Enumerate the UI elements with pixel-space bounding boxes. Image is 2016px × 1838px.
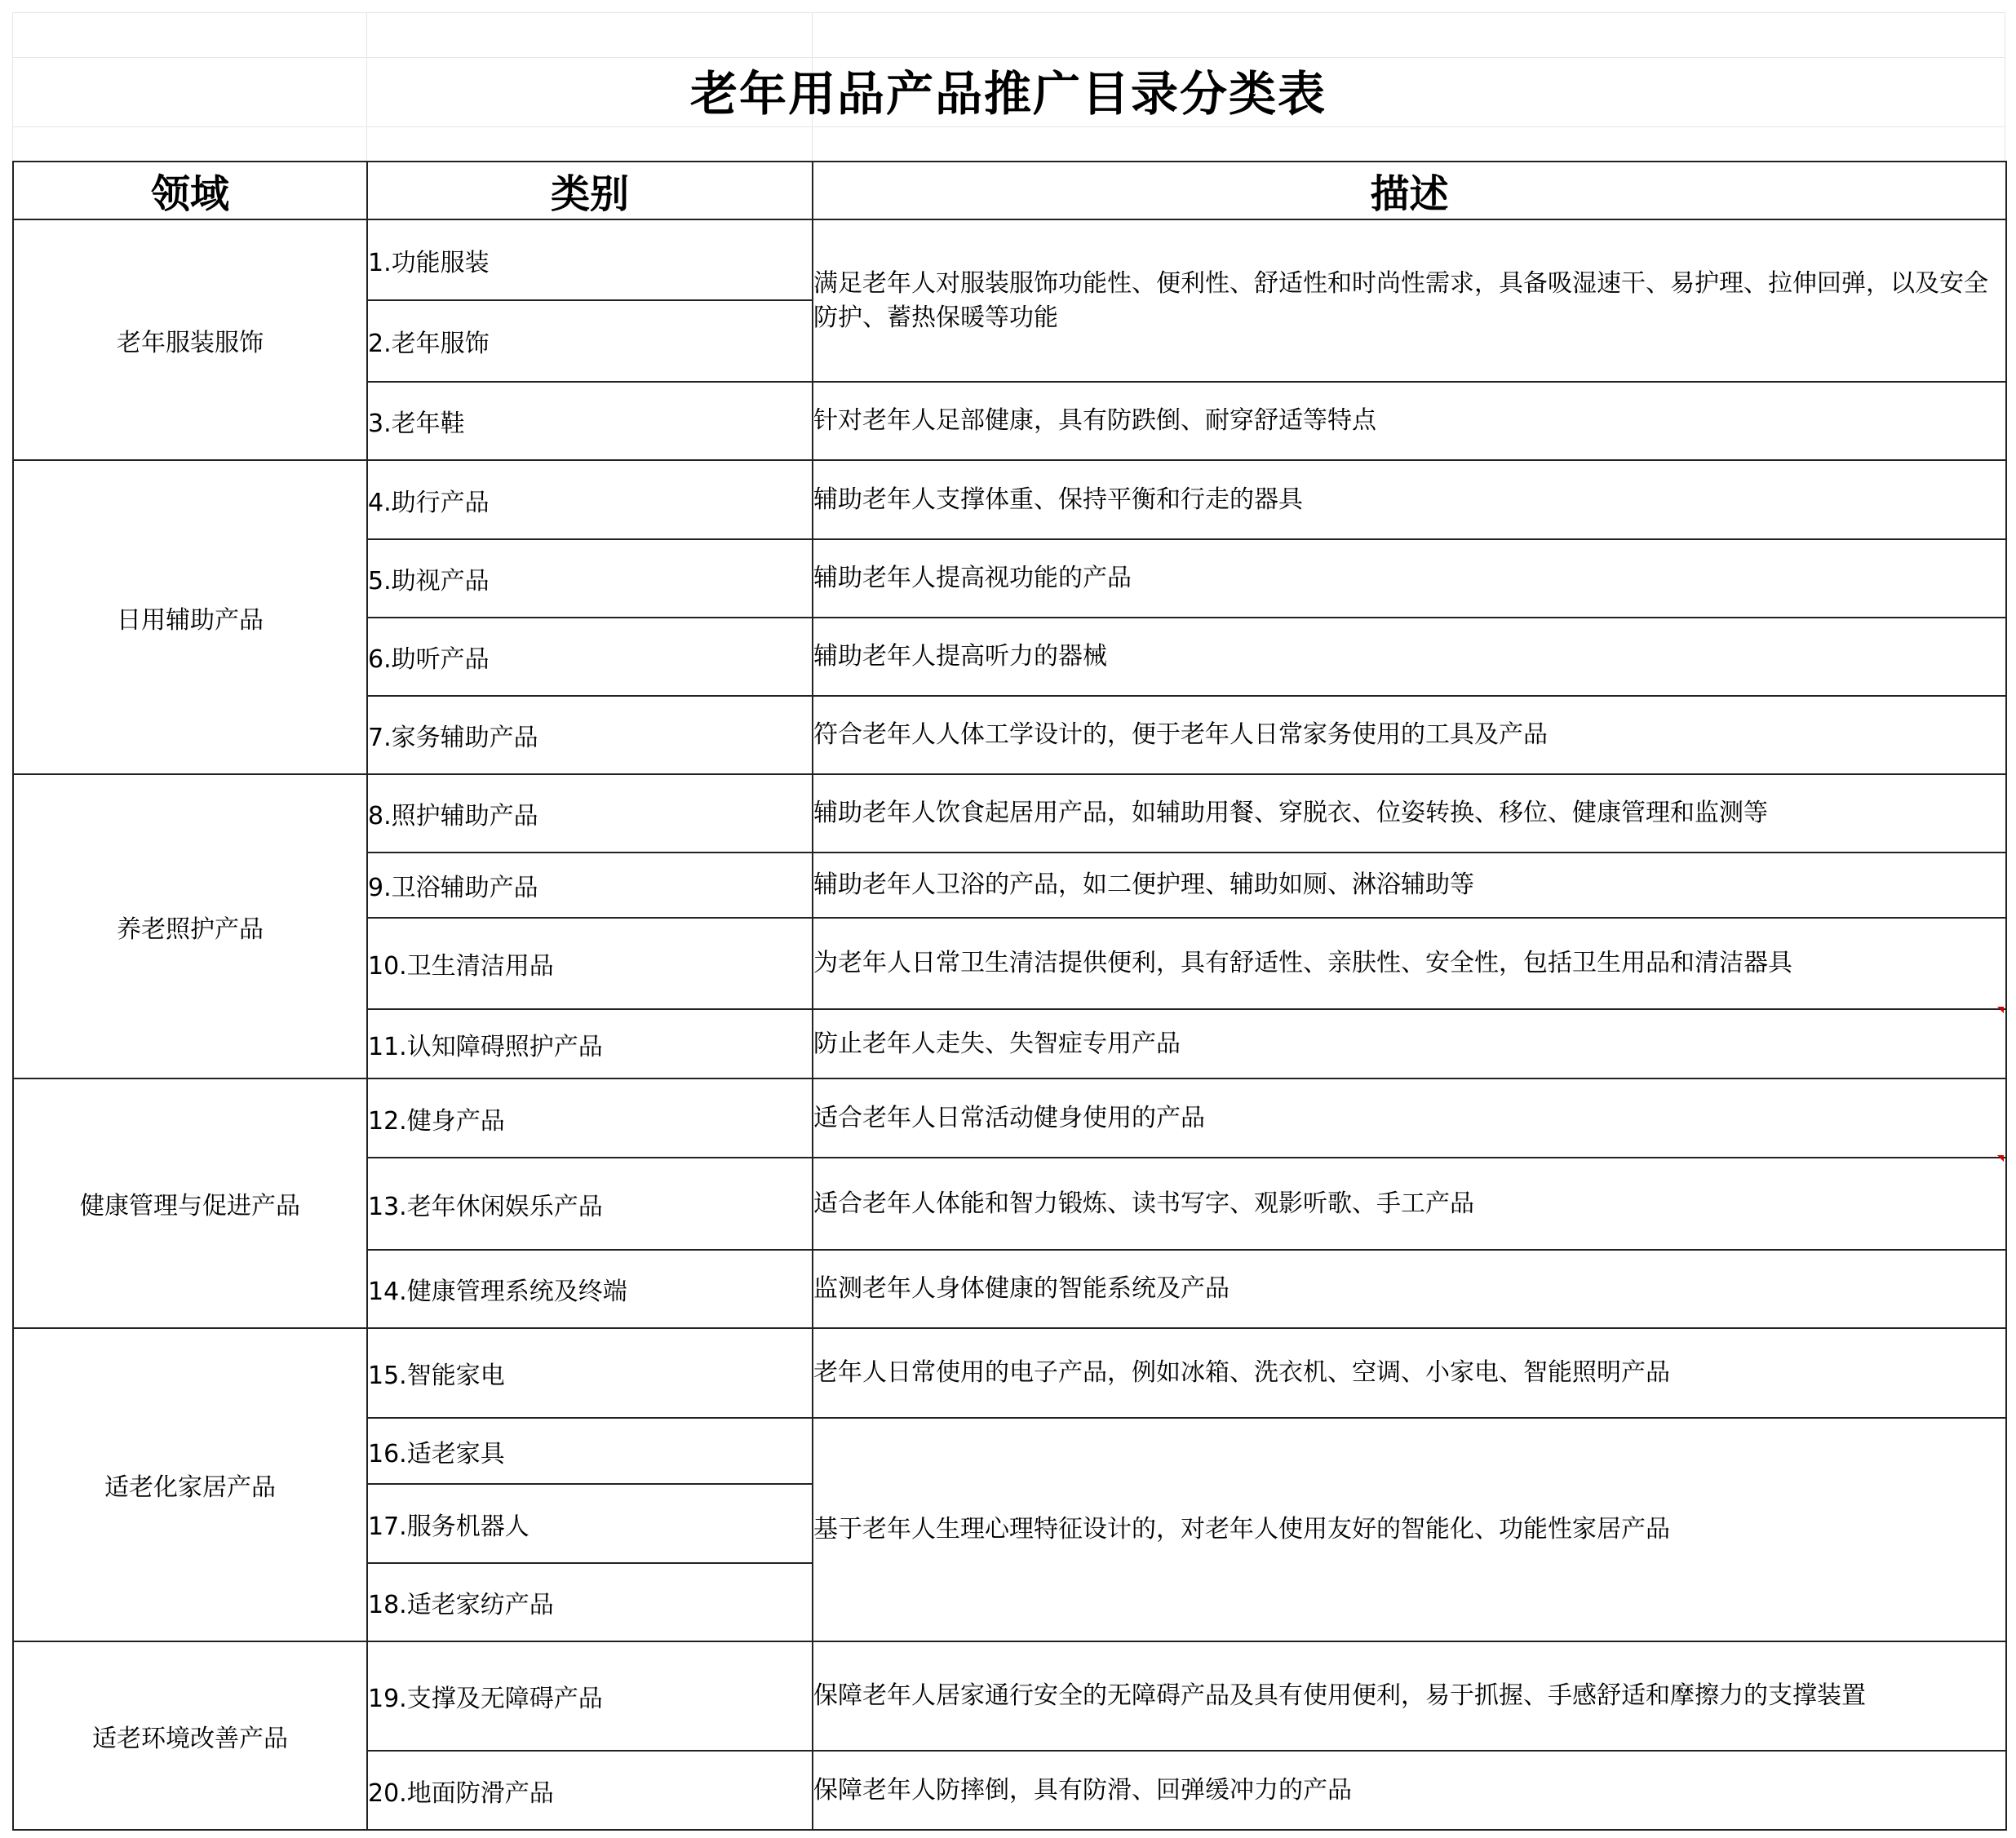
description-cell[interactable]: 防止老年人走失、失智症专用产品 bbox=[813, 1009, 2006, 1078]
header-domain: 领域 bbox=[13, 162, 367, 219]
description-cell[interactable]: 监测老年人身体健康的智能系统及产品 bbox=[813, 1250, 2006, 1328]
category-cell[interactable]: 7.家务辅助产品 bbox=[367, 696, 813, 774]
category-cell[interactable]: 5.助视产品 bbox=[367, 539, 813, 618]
header-description: 描述 bbox=[813, 162, 2006, 219]
category-cell[interactable]: 12.健身产品 bbox=[367, 1078, 813, 1158]
category-cell[interactable]: 17.服务机器人 bbox=[367, 1484, 813, 1563]
category-cell[interactable]: 3.老年鞋 bbox=[367, 382, 813, 460]
category-cell[interactable]: 15.智能家电 bbox=[367, 1328, 813, 1418]
description-cell[interactable]: 辅助老年人提高听力的器械 bbox=[813, 618, 2006, 696]
category-cell[interactable]: 16.适老家具 bbox=[367, 1418, 813, 1484]
category-cell[interactable]: 18.适老家纺产品 bbox=[367, 1563, 813, 1641]
header-row bbox=[13, 162, 2006, 219]
description-cell[interactable]: 为老年人日常卫生清洁提供便利，具有舒适性、亲肤性、安全性，包括卫生用品和清洁器具 bbox=[813, 918, 2006, 1009]
comment-indicator-icon[interactable] bbox=[1997, 1007, 2004, 1013]
description-cell[interactable]: 基于老年人生理心理特征设计的，对老年人使用友好的智能化、功能性家居产品 bbox=[813, 1418, 2006, 1641]
description-cell[interactable]: 辅助老年人支撑体重、保持平衡和行走的器具 bbox=[813, 460, 2006, 539]
domain-cell[interactable]: 日用辅助产品 bbox=[13, 460, 367, 774]
table-row bbox=[13, 219, 2006, 300]
table-row bbox=[13, 1641, 2006, 1751]
category-cell[interactable]: 1.功能服装 bbox=[367, 219, 813, 300]
category-cell[interactable]: 8.照护辅助产品 bbox=[367, 774, 813, 853]
category-cell[interactable]: 6.助听产品 bbox=[367, 618, 813, 696]
page-title: 老年用品产品推广目录分类表 bbox=[689, 66, 1327, 122]
category-cell[interactable]: 9.卫浴辅助产品 bbox=[367, 853, 813, 918]
category-cell[interactable]: 4.助行产品 bbox=[367, 460, 813, 539]
catalog-table bbox=[12, 161, 2007, 1831]
domain-cell[interactable]: 适老化家居产品 bbox=[13, 1328, 367, 1641]
category-cell[interactable]: 19.支撑及无障碍产品 bbox=[367, 1641, 813, 1751]
header-category: 类别 bbox=[367, 162, 813, 219]
category-cell[interactable]: 2.老年服饰 bbox=[367, 300, 813, 382]
description-cell[interactable]: 辅助老年人提高视功能的产品 bbox=[813, 539, 2006, 618]
domain-cell[interactable]: 养老照护产品 bbox=[13, 774, 367, 1078]
description-cell[interactable]: 符合老年人人体工学设计的，便于老年人日常家务使用的工具及产品 bbox=[813, 696, 2006, 774]
gridline bbox=[12, 12, 2005, 13]
description-cell[interactable]: 适合老年人体能和智力锻炼、读书写字、观影听歌、手工产品 bbox=[813, 1158, 2006, 1250]
category-cell[interactable]: 11.认知障碍照护产品 bbox=[367, 1009, 813, 1078]
domain-cell[interactable]: 适老环境改善产品 bbox=[13, 1641, 367, 1830]
description-cell[interactable]: 保障老年人居家通行安全的无障碍产品及具有使用便利，易于抓握、手感舒适和摩擦力的支撑装置 bbox=[813, 1641, 2006, 1751]
category-cell[interactable]: 20.地面防滑产品 bbox=[367, 1751, 813, 1830]
category-cell[interactable]: 10.卫生清洁用品 bbox=[367, 918, 813, 1009]
table-row bbox=[13, 460, 2006, 539]
description-cell[interactable]: 适合老年人日常活动健身使用的产品 bbox=[813, 1078, 2006, 1158]
description-cell[interactable]: 针对老年人足部健康，具有防跌倒、耐穿舒适等特点 bbox=[813, 382, 2006, 460]
category-cell[interactable]: 14.健康管理系统及终端 bbox=[367, 1250, 813, 1328]
table-row bbox=[13, 1328, 2006, 1418]
domain-cell[interactable]: 老年服装服饰 bbox=[13, 219, 367, 460]
description-cell[interactable]: 老年人日常使用的电子产品，例如冰箱、洗衣机、空调、小家电、智能照明产品 bbox=[813, 1328, 2006, 1418]
description-cell[interactable]: 辅助老年人饮食起居用产品，如辅助用餐、穿脱衣、位姿转换、移位、健康管理和监测等 bbox=[813, 774, 2006, 853]
comment-indicator-icon[interactable] bbox=[1997, 1155, 2004, 1162]
description-cell[interactable]: 满足老年人对服装服饰功能性、便利性、舒适性和时尚性需求，具备吸湿速干、易护理、拉伸回弹，以及安全防护、蓄热保暖等功能 bbox=[813, 219, 2006, 382]
domain-cell[interactable]: 健康管理与促进产品 bbox=[13, 1078, 367, 1328]
table-row bbox=[13, 1078, 2006, 1158]
table-row bbox=[13, 774, 2006, 853]
category-cell[interactable]: 13.老年休闲娱乐产品 bbox=[367, 1158, 813, 1250]
description-cell[interactable]: 辅助老年人卫浴的产品，如二便护理、辅助如厕、淋浴辅助等 bbox=[813, 853, 2006, 918]
description-cell[interactable]: 保障老年人防摔倒，具有防滑、回弹缓冲力的产品 bbox=[813, 1751, 2006, 1830]
